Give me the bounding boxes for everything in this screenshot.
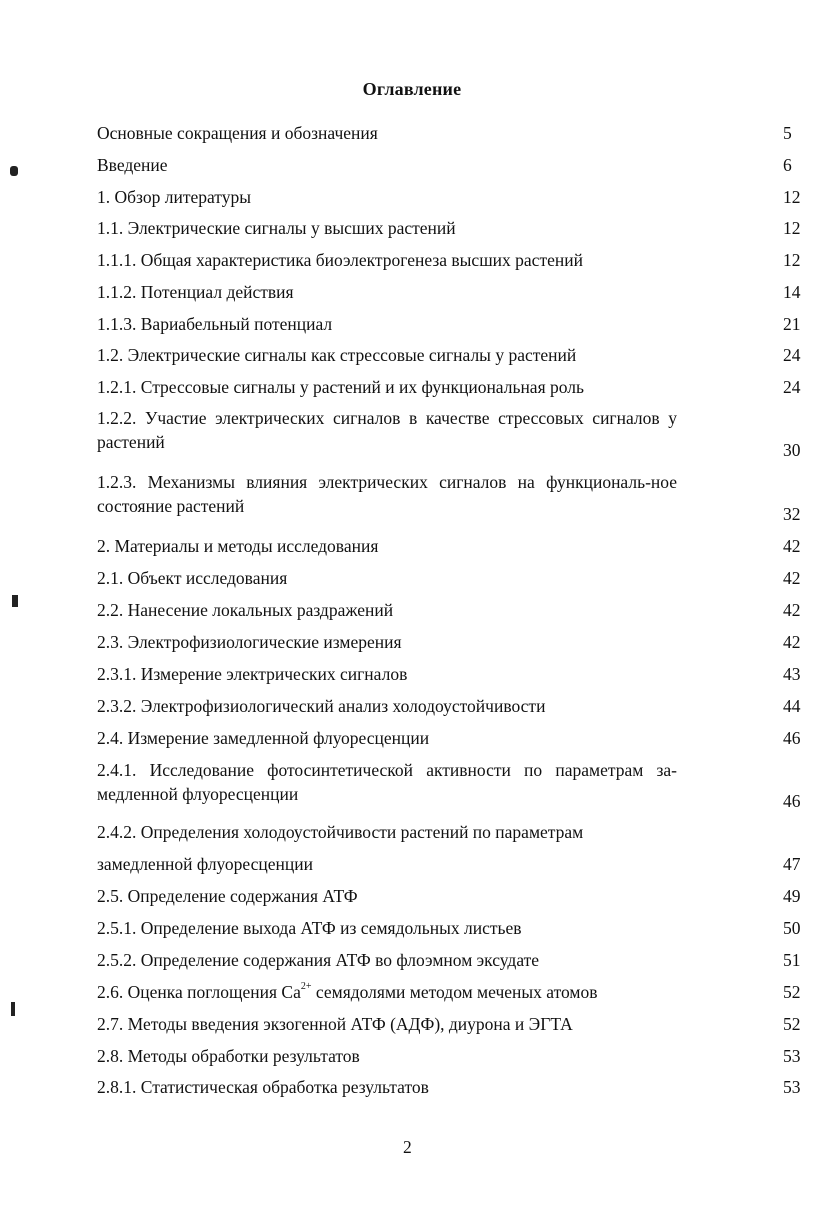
toc-entry-page: 32 [783,504,801,524]
toc-entry-text: 2.4.2. Определения холодоустойчивости растений по параметрам [97,822,584,842]
toc-entry-page: 12 [783,250,801,270]
scan-speck [11,1002,15,1016]
toc-entry-text: 2.4. Измерение замедленной флуоресценции [97,728,430,748]
toc-entry-text: 1.1.2. Потенциал действия [97,282,294,302]
toc-entry-text: 2.8. Методы обработки результатов [97,1046,360,1066]
toc-entry-text: 2.3.1. Измерение электрических сигналов [97,664,408,684]
toc-entry-text: 2.7. Методы введения экзогенной АТФ (АДФ), диурона и ЭГТА [97,1014,573,1034]
toc-entry-page: 51 [783,950,801,970]
toc-entry-text: 1.1.1. Общая характеристика биоэлектрогенеза высших растений [97,250,583,270]
toc-entry-page: 5 [783,123,792,143]
page-number: 2 [403,1137,412,1157]
toc-entry-text: 1.2.1. Стрессовые сигналы у растений и их функциональная роль [97,377,584,397]
toc-entry-text: 2.2. Нанесение локальных раздражений [97,600,394,620]
toc-entry-text: Основные сокращения и обозначения [97,123,378,143]
toc-entry-text: 2.5.1. Определение выхода АТФ из семядольных листьев [97,918,522,938]
toc-entry-text: 1. Обзор литературы [97,187,251,207]
toc-entry-page: 43 [783,664,801,684]
toc-entry-page: 47 [783,854,801,874]
scan-speck [12,595,18,607]
toc-entry-page: 42 [783,536,801,556]
scan-speck [10,166,18,176]
toc-entry-page: 6 [783,155,792,175]
toc-entry-page: 42 [783,600,801,620]
toc-entry-page: 14 [783,282,801,302]
toc-entry-page: 46 [783,791,801,811]
toc-entry-text-part: 2.6. Оценка поглощения Ca [97,982,301,1002]
toc-entry-page: 12 [783,218,801,238]
toc-entry-text: 2.4.1. Исследование фотосинтетической активности по параметрам за-медленной флуоресценции [97,760,677,804]
toc-entry-text: 1.2. Электрические сигналы как стрессовые сигналы у растений [97,345,577,365]
toc-entry-text: 2.3.2. Электрофизиологический анализ холодоустойчивости [97,696,546,716]
toc-title: Оглавление [362,79,462,99]
toc-entry-page: 53 [783,1046,801,1066]
toc-entry-page: 24 [783,345,801,365]
toc-entry-text: замедленной флуоресценции [97,854,313,874]
toc-entry-text: 2.8.1. Статистическая обработка результатов [97,1077,429,1097]
toc-entry-text: 1.2.2. Участие электрических сигналов в качестве стрессовых сигналов у растений [97,408,677,452]
toc-entry-text: 1.1. Электрические сигналы у высших растений [97,218,456,238]
toc-entry-page: 42 [783,632,801,652]
toc-entry-text [97,980,709,1004]
toc-entry-page: 42 [783,568,801,588]
toc-entry-text: Введение [97,155,168,175]
toc-entry-page: 44 [783,696,801,716]
toc-entry-text: 1.2.3. Механизмы влияния электрических сигналов на функциональ-ное состояние растений [97,472,677,516]
toc-entry-text: 2. Материалы и методы исследования [97,536,379,556]
toc-entry-page: 50 [783,918,801,938]
toc-entry-text: 2.3. Электрофизиологические измерения [97,632,402,652]
toc-entry-text: 2.1. Объект исследования [97,568,288,588]
superscript-charge: 2+ [300,981,312,993]
toc-entry-page: 53 [783,1077,801,1097]
toc-entry-text: 2.5.2. Определение содержания АТФ во флоэмном эксудате [97,950,540,970]
toc-entry-page: 46 [783,728,801,748]
toc-entry-page: 21 [783,314,801,334]
toc-entry-page: 30 [783,440,801,460]
toc-entry-page: 52 [783,1014,801,1034]
toc-entry-page: 12 [783,187,801,207]
toc-entry-text: 1.1.3. Вариабельный потенциал [97,314,333,334]
toc-entry-page: 52 [783,982,801,1002]
toc-entry-page: 24 [783,377,801,397]
toc-entry-text: 2.5. Определение содержания АТФ [97,886,358,906]
toc-entry-page: 49 [783,886,801,906]
toc-entry-text-part: семядолями методом меченых атомов [311,982,598,1002]
